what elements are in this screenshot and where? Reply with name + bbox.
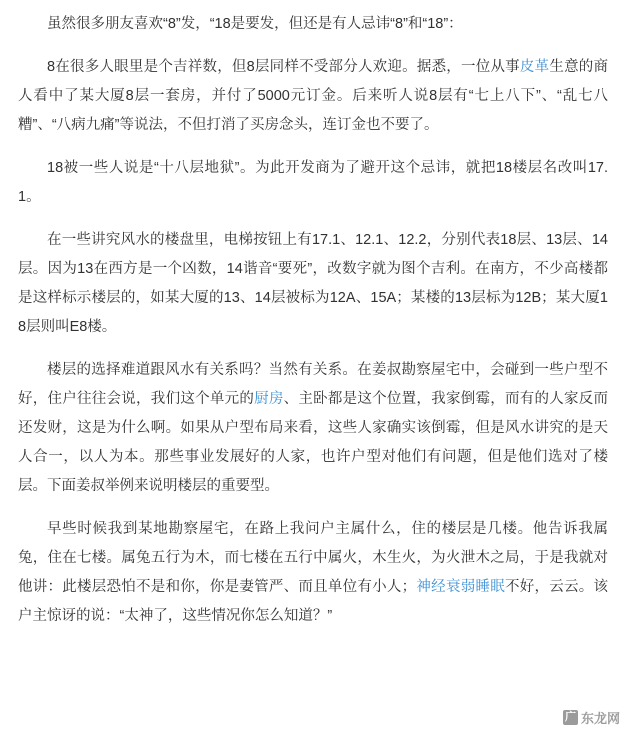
watermark-badge: 广: [564, 711, 576, 723]
paragraph-text: 楼层的选择难道跟风水有关系吗？当然有关系。在姜叔勘察屋宅中，会碰到一些户型不好，住户往往会说，我们这个单元的: [18, 362, 608, 407]
site-watermark: [563, 708, 620, 727]
paragraph-text: 18被一些人说是“十八层地狱”。为此开发商为了避开这个忌讳，就把18楼层名改叫17.1。: [18, 160, 608, 205]
paragraph-text: 生意的商人看中了某大厦8层一套房，并付了5000元订金。后来听人说8层有“七上八下”、“乱七八糟”、“八病九痛”等说法，不但打消了买房念头，连订金也不要了。: [18, 59, 609, 133]
paragraph-text: 、主卧都是这个位置，我家倒霉，而有的人家反而还发财，这是为什么啊。如果从户型布局来看，这些人家确实该倒霉，但是风水讲究的是天人合一，以人为本。那些事业发展好的人家，也许户型对他们有问题，但是他们选对了楼层。下面姜叔举例来说明楼层的重要型。: [18, 391, 609, 494]
paragraph: [18, 10, 608, 39]
paragraph-text: 虽然很多朋友喜欢“8”发，“18是要发，但还是有人忌讳“8”和“18”：: [47, 16, 463, 32]
paragraph: [18, 515, 608, 631]
paragraph-text: 不好，云云。该户主惊讶的说：“太神了，这些情况你怎么知道？”: [18, 579, 609, 624]
paragraph: [18, 154, 608, 212]
paragraph: [18, 53, 608, 140]
paragraph: [18, 356, 608, 501]
paragraph-text: 8在很多人眼里是个吉祥数，但8层同样不受部分人欢迎。据悉，一位从事: [47, 59, 520, 75]
leather-link[interactable]: 皮革: [519, 59, 550, 75]
paragraph: [18, 226, 608, 342]
insomnia-link[interactable]: 神经衰弱睡眠: [416, 579, 505, 595]
watermark-text: 东龙网: [580, 711, 620, 726]
paragraph-text: 早些时候我到某地勘察屋宅，在路上我问户主属什么，住的楼层是几楼。他告诉我属兔，住在七楼。属兔五行为木，而七楼在五行中属火，木生火，为火泄木之局，于是我就对他讲：此楼层恐怕不是和你，你是妻管严、而且单位有小人；: [18, 521, 608, 595]
kitchen-link[interactable]: 厨房: [254, 391, 284, 407]
paragraph-text: 在一些讲究风水的楼盘里，电梯按钮上有17.1、12.1、12.2，分别代表18层、13层、14层。因为13在西方是一个凶数，14谐音“要死”，改数字就为图个吉利。在南方，不少高楼都是这样标示楼层的，如某大厦的13、14层被标为12A、15A；某楼的13层标为12B；某大厦18层则叫E8楼。: [18, 232, 608, 335]
